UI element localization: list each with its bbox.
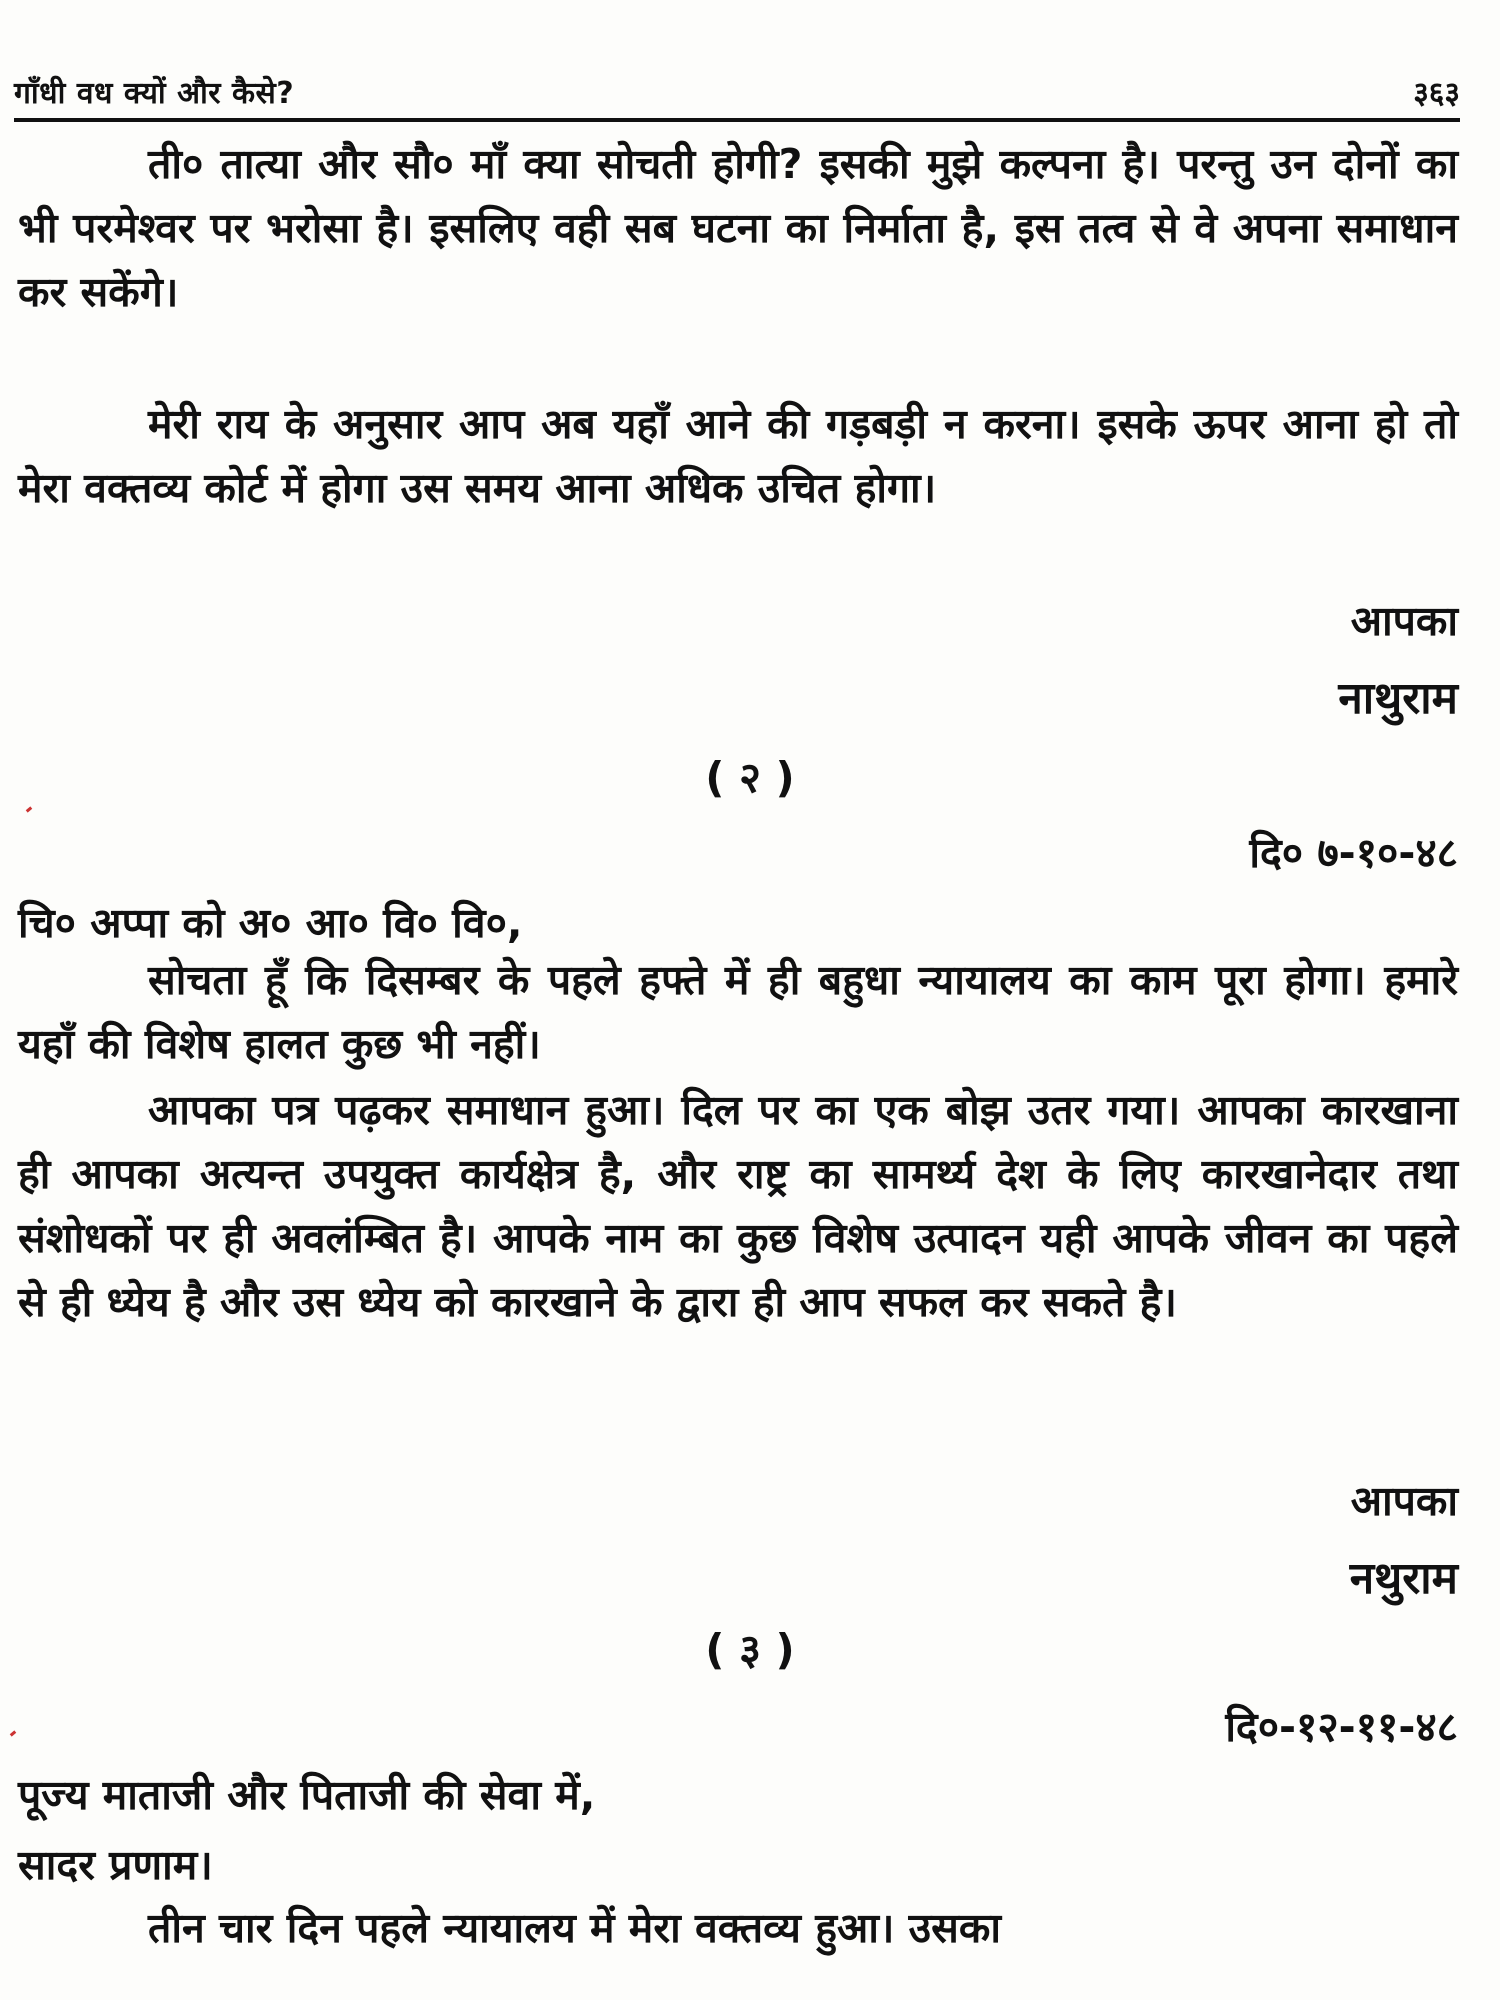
letter3-date: दि०-१२-११-४८ [1225,1703,1458,1751]
letter2-number: ( २ ) [705,753,795,802]
letter2-paragraph-1: सोचता हूँ कि दिसम्बर के पहले हफ्ते में ही बहुधा न्यायालय का काम पूरा होगा। हमारे यहाँ की विशेष हालत कुछ भी नहीं। [18,956,1458,1068]
letter2-signature: नथुराम [1349,1553,1458,1604]
letter3-paragraph-1: तीन चार दिन पहले न्यायालय में मेरा वक्तव्य हुआ। उसका [148,1904,1001,1952]
stray-ink-mark [10,1730,17,1736]
letter3-number: ( ३ ) [705,1625,795,1674]
letter2-paragraph-2: आपका पत्र पढ़कर समाधान हुआ। दिल पर का एक बोझ उतर गया। आपका कारखाना ही आपका अत्यन्त उपयुक्त कार्यक्षेत्र है, और राष्ट्र का सामर्थ्य देश के लिए कारखानेदार तथा संशोधकों पर ही अवलंम्बित है। आपके नाम का कुछ विशेष उत्पादन यही आपके जीवन का पहले से ही ध्येय है और उस ध्येय को कारखाने के द्वारा ही आप सफल कर सकते है। [18,1086,1458,1326]
letter1-paragraph-2: मेरी राय के अनुसार आप अब यहाँ आने की गड़बड़ी न करना। इसके ऊपर आना हो तो मेरा वक्तव्य कोर्ट में होगा उस समय आना अधिक उचित होगा। [18,400,1458,512]
letter3-salutation: पूज्य माताजी और पिताजी की सेवा में, [18,1771,596,1819]
letter2-salutation: चि० अप्पा को अ० आ० वि० वि०, [18,899,523,947]
book-title: गाँधी वध क्यों और कैसे? [14,76,295,111]
page-number: ३६३ [1413,76,1460,111]
letter1-closing: आपका [1350,597,1458,645]
running-header [14,58,1460,122]
stray-ink-mark [26,806,33,812]
letter1-paragraph-1: ती० तात्या और सौ० माँ क्या सोचती होगी? इसकी मुझे कल्पना है। परन्तु उन दोनों का भी परमेश्वर पर भरोसा है। इसलिए वही सब घटना का निर्माता है, इस तत्व से वे अपना समाधान कर सकेंगे। [18,140,1458,316]
letter3-greeting: सादर प्रणाम। [18,1841,213,1889]
letter1-signature: नाथुराम [1338,673,1458,724]
letter2-closing: आपका [1350,1477,1458,1525]
letter2-date: दि० ७-१०-४८ [1249,829,1458,877]
